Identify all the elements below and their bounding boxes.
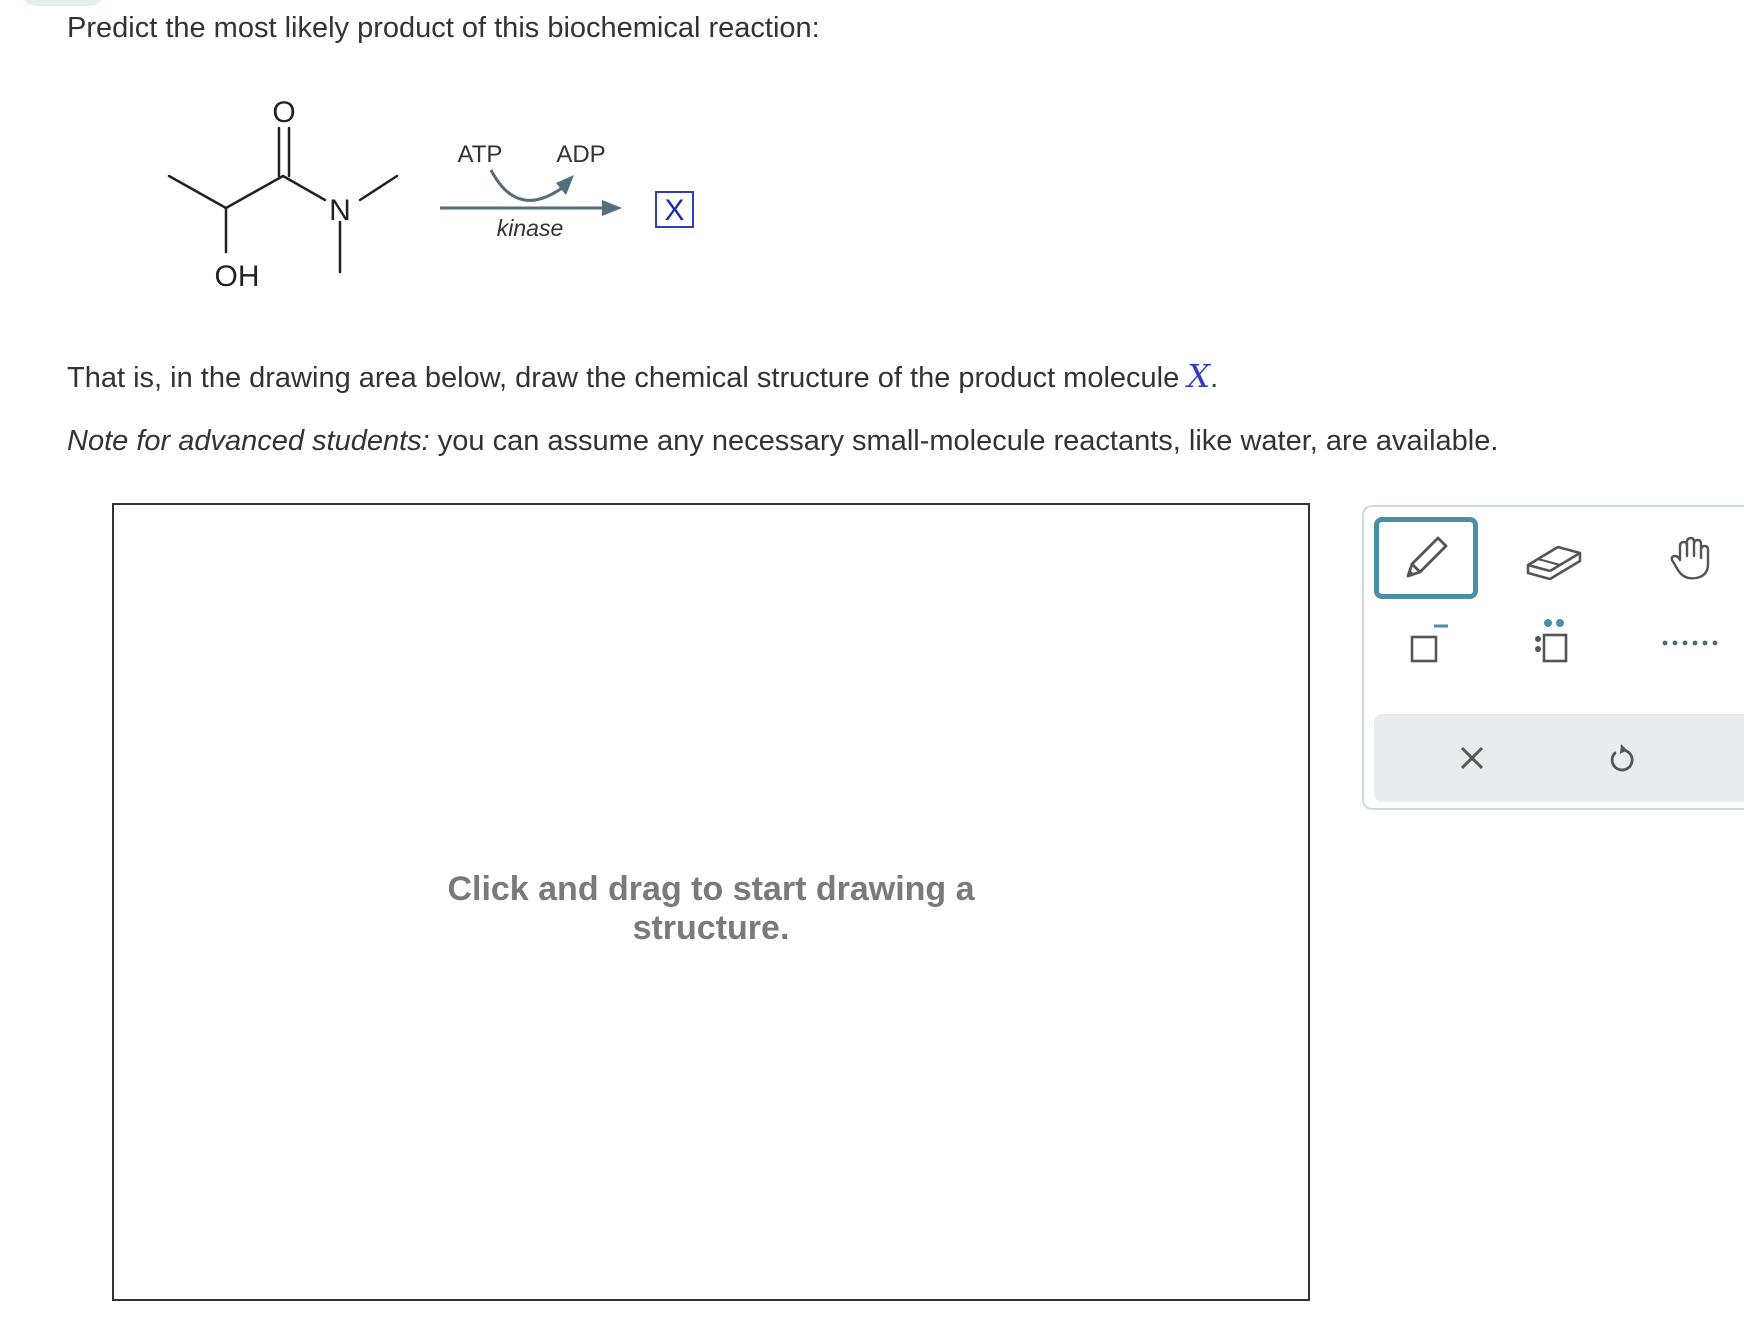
product-variable: X — [1187, 357, 1211, 395]
canvas-hint-line2: structure. — [632, 909, 790, 947]
canvas-hint — [114, 870, 1308, 948]
canvas-hint-line1: Click and drag to start drawing a — [447, 870, 975, 908]
reaction-scheme — [0, 0, 760, 320]
tool-palette — [1362, 505, 1744, 810]
charge-tool[interactable] — [1374, 602, 1478, 684]
cofactor-out-label: ADP — [556, 141, 606, 168]
clear-button[interactable] — [1432, 723, 1512, 793]
hand-tool[interactable] — [1640, 517, 1744, 599]
pencil-icon — [1396, 528, 1456, 588]
cofactor-curved-arrow — [491, 170, 566, 200]
undo-icon — [1605, 741, 1639, 775]
pencil-tool[interactable] — [1374, 517, 1478, 599]
atom-hydroxyl: OH — [214, 260, 260, 293]
product-label: X — [664, 194, 685, 227]
curved-arrow-head — [556, 175, 574, 195]
lone-pair-tool[interactable] — [1502, 602, 1606, 684]
question-prompt: Predict the most likely product of this biochemical reaction: — [67, 12, 820, 44]
eraser-icon — [1522, 533, 1586, 583]
eraser-tool[interactable] — [1502, 517, 1606, 599]
bond-n-methyl — [360, 176, 397, 200]
radical-icon — [1657, 628, 1727, 658]
atom-nitrogen: N — [329, 194, 351, 227]
clear-icon — [1455, 741, 1489, 775]
bond-methyl — [169, 176, 226, 208]
advanced-note — [67, 425, 1498, 458]
note-text: you can assume any necessary small-molecule reactants, like water, are available. — [429, 425, 1499, 457]
drawing-canvas[interactable] — [112, 503, 1310, 1301]
reaction-arrow-head — [602, 200, 622, 216]
lone-pair-icon — [1524, 613, 1584, 673]
radical-tool[interactable] — [1640, 602, 1744, 684]
action-bar — [1374, 714, 1744, 802]
atom-oxygen: O — [272, 96, 296, 129]
charge-icon — [1396, 613, 1456, 673]
bond-c2-c1 — [226, 176, 283, 208]
cofactor-in-label: ATP — [457, 141, 503, 168]
undo-button[interactable] — [1582, 723, 1662, 793]
enzyme-label: kinase — [496, 215, 564, 241]
instruction-text — [67, 357, 1218, 395]
hand-icon — [1664, 530, 1720, 586]
note-label: Note for advanced students: — [67, 425, 430, 457]
bond-c1-n — [283, 176, 325, 200]
instruction-end: . — [1210, 362, 1219, 394]
instruction-body: That is, in the drawing area below, draw the chemical structure of the product molecule — [67, 362, 1188, 394]
